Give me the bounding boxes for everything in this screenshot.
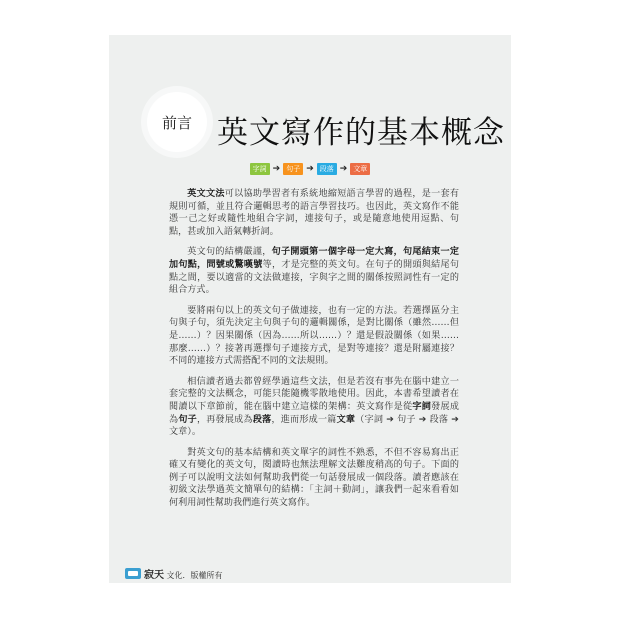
body-paragraph [169,188,459,238]
flow-arrow-icon: ➔ [306,164,314,174]
body-paragraph [169,305,459,368]
emphasis-text: 句子 [178,414,197,425]
flow-arrow-icon: ➔ [272,164,281,174]
brand-name: 寂天 [144,570,164,581]
flow-step-tag: 字詞 [250,163,270,175]
paragraph-text: 要將兩句以上的英文句子做連接，也有一定的方法。若選擇區分主句與子句，須先決定主句與子句的邏輯關係，是對比關係（雖然……但是……）？因果關係（因為……所以……）？還是假設關係（如果……那麼……）？接著再選擇句子連接方式，是對等連接？還是附屬連接？不同的連接方式需搭配不同的文法規則。 [169,305,459,367]
body-paragraph [169,246,459,296]
emphasis-text: 文章 [336,414,356,425]
paragraph-text: 相信讀者過去都曾經學過這些文法，但是若沒有事先在腦中建立一套完整的文法概念，可能只能隨機零散地使用。因此，本書希望讀者在閱讀以下章節前，能在腦中建立這樣的架構：英文寫作是從 [169,376,459,412]
paragraph-text: 對英文句的基本結構和英文單字的詞性不熟悉，不但不容易寫出正確又有變化的英文句，閱讀時也無法理解文法難度稍高的句子。下面的例子可以說明文法如何幫助我們從一句話發展成一個段落。讀者應該在初級文法學過英文簡單句的結構：「主詞＋動詞」，讓我們一起來看看如何利用詞性幫助我們進行英文寫作。 [169,447,459,509]
writing-flow-diagram [109,163,511,175]
paragraph-text: 等，才是完整的英文句。在句子的開頭與結尾句點之間，要以適當的文法做連接，字與字之間的關係按照詞性有一定的組合方式。 [169,259,459,296]
paragraph-text: ，再發展成為 [196,414,253,425]
emphasis-text: 段落 [252,414,272,425]
emphasis-text: 句子開頭第一個字母一定大寫，句尾結束一定加句點，問號或驚嘆號 [169,247,459,270]
body-paragraph [169,447,459,510]
flow-step-tag: 段落 [317,163,337,175]
book-page [109,35,511,583]
preface-badge-label: 前言 [161,113,192,132]
paragraph-text: 英文句的結構嚴謹， [187,247,272,258]
chapter-title: 英文寫作的基本概念 [217,115,505,151]
body-text [169,188,459,518]
publisher-footer [125,566,223,581]
brand-copyright: 文化．版權所有 [166,571,223,580]
flow-step-tag: 文章 [350,163,370,175]
publisher-brand [144,566,223,581]
paragraph-text: （字詞 ➔ 句子 ➔ 段落 ➔ 文章）。 [169,414,459,438]
paragraph-text: ，進而形成一篇 [271,414,337,425]
emphasis-text: 字詞 [412,401,432,412]
paragraph-text: 可以協助學習者有系統地縮短語言學習的過程，是一套有規則可循，並且符合邏輯思考的語言學習技巧。也因此，英文寫作不能憑一己之好或隨性地組合字詞，連接句子，或是隨意地使用逗點、句點，甚或加入語氣轉折詞。 [169,189,459,237]
paragraph-text: 發展成為 [169,401,459,425]
flow-arrow-icon: ➔ [339,164,348,174]
flow-step-tag: 句子 [283,163,303,175]
preface-badge [147,92,207,152]
emphasis-text: 英文文法 [187,189,225,199]
publisher-logo-icon [125,568,141,579]
body-paragraph [169,376,459,439]
